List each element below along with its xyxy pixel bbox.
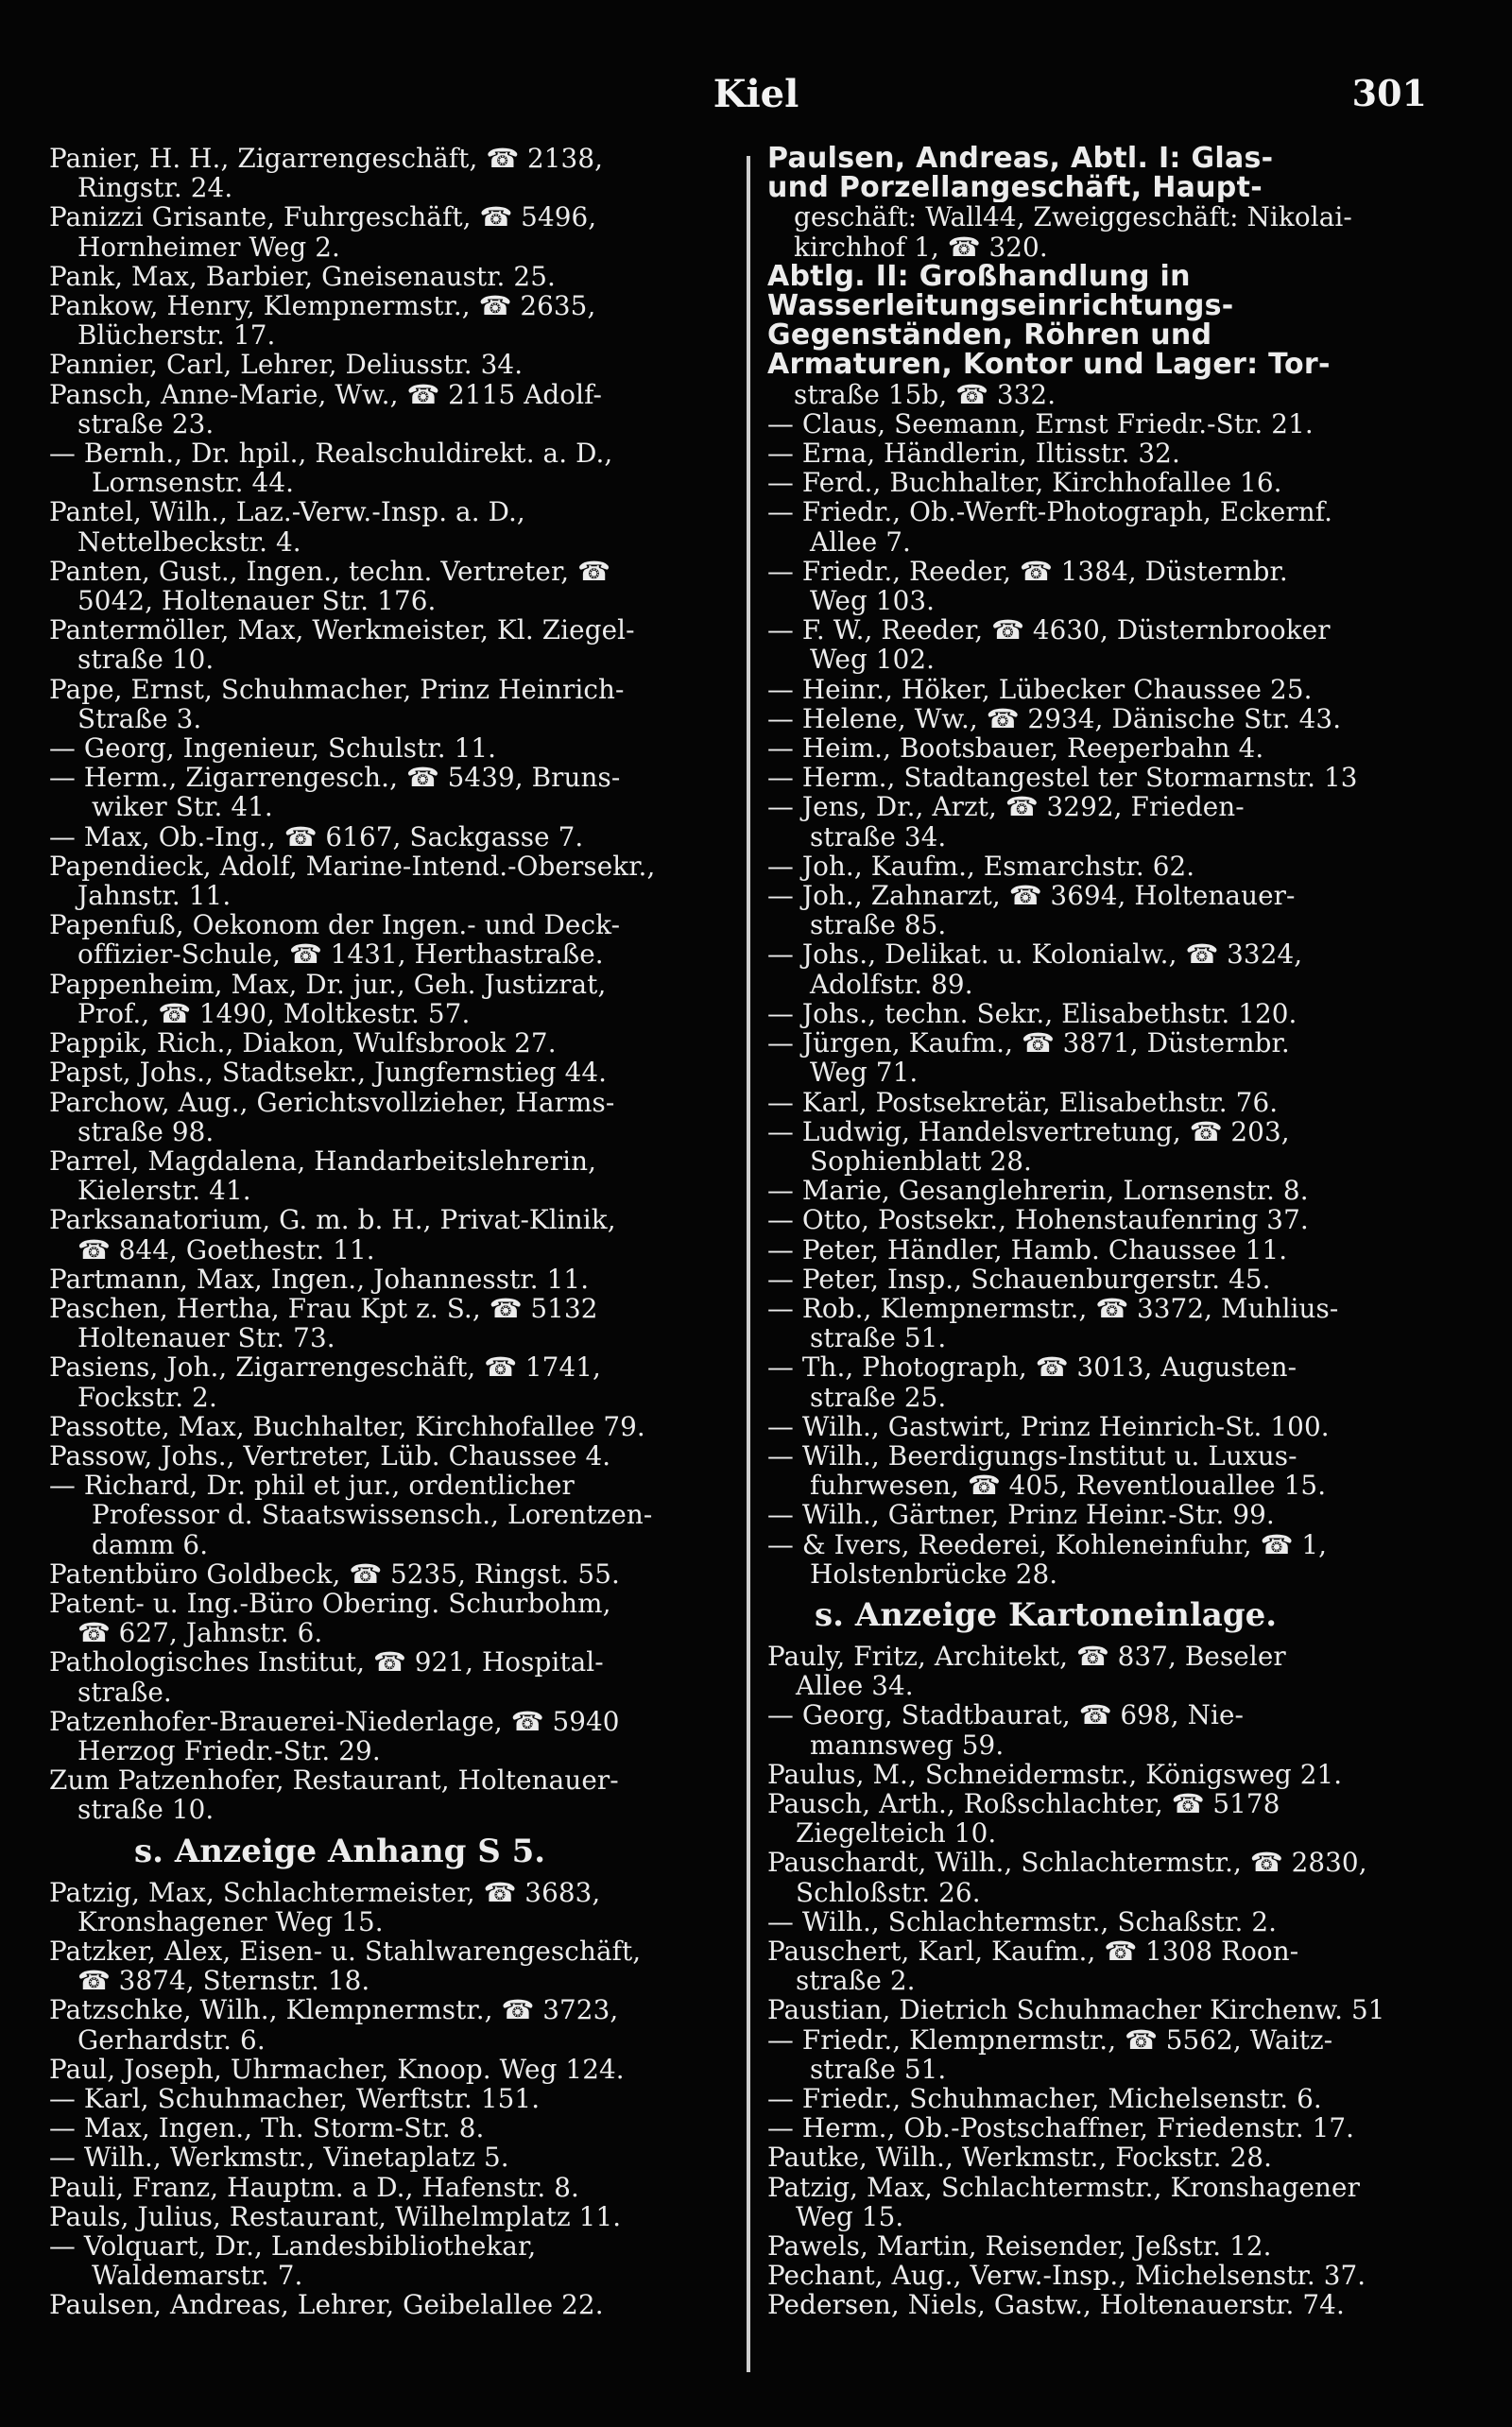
entry-line: — Heim., Bootsbauer, Reeperbahn 4. xyxy=(767,733,1264,764)
entry-line: — Wilh., Gärtner, Prinz Heinr.-Str. 99. xyxy=(767,1500,1275,1530)
entry-line: Patzenhofer-Brauerei-Niederlage, ☎ 5940 xyxy=(49,1706,620,1737)
entry-line: Paustian, Dietrich Schuhmacher Kirchenw. 51 xyxy=(767,1995,1385,2025)
entry-line: — Rob., Klempnermstr., ☎ 3372, Muhlius- xyxy=(767,1293,1339,1324)
directory-entry xyxy=(767,1294,1481,1352)
directory-entry xyxy=(767,1352,1481,1411)
entry-continuation-line: straße 51. xyxy=(810,1322,947,1353)
directory-entry xyxy=(767,615,1481,674)
directory-entry xyxy=(49,1707,725,1765)
entry-line: Parchow, Aug., Gerichtsvollzieher, Harms- xyxy=(49,1087,615,1118)
entry-line: — Wilh., Gastwirt, Prinz Heinrich-St. 100. xyxy=(767,1411,1330,1441)
directory-entry xyxy=(49,2143,725,2172)
entry-line: Papenfuß, Oekonom der Ingen.- und Deck- xyxy=(49,910,621,941)
entry-line: Panizzi Grisante, Fuhrgeschäft, ☎ 5496, xyxy=(49,202,597,233)
entry-line: Papendieck, Adolf, Marine-Intend.-Obersekr., xyxy=(49,851,656,882)
entry-continuation-line: ☎ 627, Jahnstr. 6. xyxy=(77,1617,323,1648)
entry-continuation-line: fuhrwesen, ☎ 405, Reventlouallee 15. xyxy=(810,1470,1327,1501)
entry-line: — Richard, Dr. phil et jur., ordentlicher xyxy=(49,1471,575,1502)
entry-line: Pansch, Anne-Marie, Ww., ☎ 2115 Adolf- xyxy=(49,379,602,410)
entry-line: Pauschardt, Wilh., Schlachtermstr., ☎ 2830, xyxy=(767,1848,1367,1879)
entry-continuation-line: Herzog Friedr.-Str. 29. xyxy=(77,1734,381,1766)
directory-entry xyxy=(49,675,725,733)
entry-continuation-line: straße 85. xyxy=(810,909,947,940)
directory-entry xyxy=(49,822,725,852)
entry-line: — Karl, Postsekretär, Elisabethstr. 76. xyxy=(767,1087,1279,1117)
entry-continuation-line: 5042, Holtenauer Str. 176. xyxy=(77,585,437,616)
entry-continuation-line: Kielerstr. 41. xyxy=(77,1175,251,1206)
entry-line: — F. W., Reeder, ☎ 4630, Düsternbrooker xyxy=(767,615,1331,646)
entry-continuation-line: straße 10. xyxy=(77,644,215,675)
directory-entry xyxy=(49,1058,725,1087)
directory-entry xyxy=(49,557,725,615)
entry-line: Pantel, Wilh., Laz.-Verw.-Insp. a. D., xyxy=(49,497,525,528)
entry-line: — Friedr., Schuhmacher, Michelsenstr. 6. xyxy=(767,2084,1322,2114)
directory-entry xyxy=(49,2113,725,2143)
entry-line: Pannier, Carl, Lehrer, Deliusstr. 34. xyxy=(49,350,524,380)
entry-line: Pauly, Fritz, Architekt, ☎ 837, Beseler xyxy=(767,1641,1286,1672)
entry-continuation-line: Jahnstr. 11. xyxy=(77,880,232,911)
entry-continuation-line: straße 51. xyxy=(810,2053,947,2084)
directory-entry xyxy=(49,970,725,1028)
directory-entry xyxy=(49,2290,725,2319)
right-column xyxy=(767,144,1481,2320)
entry-line: Paulsen, Andreas, Abtl. I: Glas- xyxy=(767,144,1274,175)
entry-line: Panten, Gust., Ingen., techn. Vertreter, ☎ xyxy=(49,556,610,587)
directory-entry xyxy=(49,1936,725,1995)
entry-line: Papst, Johs., Stadtsekr., Jungfernstieg 44. xyxy=(49,1058,608,1088)
entry-line: Parksanatorium, G. m. b. H., Privat-Klinik, xyxy=(49,1205,616,1236)
directory-entry xyxy=(49,1765,725,1824)
directory-entry xyxy=(49,1265,725,1294)
directory-entry xyxy=(49,202,725,261)
entry-line: Patzig, Max, Schlachtermstr., Kronshagener xyxy=(767,2172,1360,2203)
entry-line: Partmann, Max, Ingen., Johannesstr. 11. xyxy=(49,1264,590,1294)
directory-entry xyxy=(49,763,725,821)
entry-continuation-line: Waldemarstr. 7. xyxy=(92,2260,303,2291)
directory-entry xyxy=(767,1088,1481,1117)
directory-entry xyxy=(767,763,1481,792)
entry-continuation-line: kirchhof 1, ☎ 320. xyxy=(794,231,1048,262)
entry-line: Panier, H. H., Zigarrengeschäft, ☎ 2138, xyxy=(49,144,604,174)
directory-entry xyxy=(767,2025,1481,2084)
directory-entry xyxy=(767,1028,1481,1087)
entry-line: — Friedr., Reeder, ☎ 1384, Düsternbr. xyxy=(767,556,1288,587)
directory-entry xyxy=(767,1789,1481,1848)
entry-line: — Th., Photograph, ☎ 3013, Augusten- xyxy=(767,1352,1297,1384)
directory-entry xyxy=(767,1265,1481,1294)
entry-line: s. Anzeige Kartoneinlage. xyxy=(815,1595,1278,1634)
directory-entry xyxy=(49,1028,725,1058)
directory-entry xyxy=(49,1441,725,1471)
directory-entry xyxy=(49,2202,725,2231)
directory-entry xyxy=(767,2290,1481,2319)
section-heading xyxy=(49,1831,725,1872)
entry-line: — Karl, Schuhmacher, Werftstr. 151. xyxy=(49,2084,541,2114)
directory-entry xyxy=(767,2113,1481,2143)
entry-line: — Ferd., Buchhalter, Kirchhofallee 16. xyxy=(767,468,1282,498)
directory-entry xyxy=(49,1589,725,1647)
directory-entry xyxy=(49,380,725,439)
entry-line: — Claus, Seemann, Ernst Friedr.-Str. 21. xyxy=(767,408,1314,439)
directory-entry xyxy=(49,1995,725,2054)
directory-entry xyxy=(767,1848,1481,1906)
directory-entry xyxy=(49,439,725,497)
entry-continuation-line: Weg 71. xyxy=(810,1057,919,1088)
directory-entry xyxy=(49,615,725,674)
directory-entry xyxy=(767,1760,1481,1789)
directory-entry xyxy=(49,1205,725,1264)
directory-entry xyxy=(767,852,1481,881)
entry-line: Pedersen, Niels, Gastw., Holtenauerstr. 74. xyxy=(767,2290,1345,2320)
page-title: Kiel xyxy=(713,72,799,116)
entry-continuation-line: Blücherstr. 17. xyxy=(77,319,276,351)
entry-line: — Joh., Kaufm., Esmarchstr. 62. xyxy=(767,851,1195,882)
entry-line: — Wilh., Schlachtermstr., Schaßstr. 2. xyxy=(767,1906,1278,1936)
entry-line: — Max, Ob.-Ing., ☎ 6167, Sackgasse 7. xyxy=(49,821,584,852)
entry-continuation-line: Schloßstr. 26. xyxy=(796,1876,981,1907)
directory-entry xyxy=(767,999,1481,1028)
entry-continuation-line: Nettelbeckstr. 4. xyxy=(77,525,301,557)
entry-line: Patentbüro Goldbeck, ☎ 5235, Ringst. 55. xyxy=(49,1558,620,1589)
entry-line: — Herm., Zigarrengesch., ☎ 5439, Bruns- xyxy=(49,763,621,794)
entry-continuation-line: Weg 15. xyxy=(796,2200,904,2232)
directory-entry xyxy=(767,1176,1481,1205)
directory-entry xyxy=(767,1530,1481,1589)
directory-entry xyxy=(767,792,1481,851)
directory-entry xyxy=(49,2055,725,2084)
entry-continuation-line: straße 25. xyxy=(810,1381,947,1412)
entry-line: — Georg, Stadtbaurat, ☎ 698, Nie- xyxy=(767,1700,1245,1731)
directory-entry xyxy=(49,1471,725,1559)
directory-entry xyxy=(49,1088,725,1146)
directory-entry xyxy=(767,202,1481,261)
entry-line: Paulsen, Andreas, Lehrer, Geibelallee 22. xyxy=(49,2290,604,2320)
entry-continuation-line: Holstenbrücke 28. xyxy=(810,1558,1058,1589)
entry-line: — Max, Ingen., Th. Storm-Str. 8. xyxy=(49,2113,485,2143)
entry-continuation-line: Holtenauer Str. 73. xyxy=(77,1322,335,1353)
entry-line: — Wilh., Beerdigungs-Institut u. Luxus- xyxy=(767,1440,1297,1472)
directory-entry xyxy=(49,1294,725,1352)
entry-line: — Herm., Stadtangestel ter Stormarnstr. 13 xyxy=(767,763,1358,793)
directory-entry xyxy=(767,262,1481,380)
directory-entry xyxy=(49,852,725,910)
directory-entry xyxy=(767,380,1481,409)
entry-line: Patent- u. Ing.-Büro Obering. Schurbohm, xyxy=(49,1588,611,1619)
entry-line: Pape, Ernst, Schuhmacher, Prinz Heinrich- xyxy=(49,674,625,705)
entry-continuation-line: Allee 7. xyxy=(810,525,911,557)
entry-line: Pauls, Julius, Restaurant, Wilhelmplatz 11. xyxy=(49,2201,622,2232)
directory-entry xyxy=(767,2084,1481,2113)
directory-entry xyxy=(49,291,725,350)
entry-continuation-line: Wasserleitungseinrichtungs- xyxy=(767,289,1234,323)
directory-entry xyxy=(767,2173,1481,2231)
directory-entry xyxy=(49,733,725,763)
entry-continuation-line: Armaturen, Kontor und Lager: Tor- xyxy=(767,348,1331,380)
entry-continuation-line: Sophienblatt 28. xyxy=(810,1145,1032,1177)
directory-entry xyxy=(767,1936,1481,1995)
entry-continuation-line: Lornsenstr. 44. xyxy=(92,467,295,498)
entry-line: Pechant, Aug., Verw.-Insp., Michelsenstr. 37. xyxy=(767,2261,1366,2291)
entry-line: Pauschert, Karl, Kaufm., ☎ 1308 Roon- xyxy=(767,1936,1299,1967)
entry-line: Patzig, Max, Schlachtermeister, ☎ 3683, xyxy=(49,1877,601,1908)
entry-continuation-line: straße. xyxy=(77,1676,172,1707)
entry-line: — Friedr., Ob.-Werft-Photograph, Eckernf. xyxy=(767,497,1333,528)
entry-continuation-line: straße 23. xyxy=(77,407,215,439)
entry-continuation-line: Ringstr. 24. xyxy=(77,172,233,203)
directory-entry xyxy=(767,439,1481,468)
entry-line: — Jürgen, Kaufm., ☎ 3871, Düsternbr. xyxy=(767,1028,1290,1059)
entry-line: — Otto, Postsekr., Hohenstaufenring 37. xyxy=(767,1205,1309,1235)
directory-entry xyxy=(49,497,725,556)
entry-line: — Joh., Zahnarzt, ☎ 3694, Holtenauer- xyxy=(767,881,1296,912)
entry-line: Pasiens, Joh., Zigarrengeschäft, ☎ 1741, xyxy=(49,1352,601,1384)
entry-continuation-line: ☎ 3874, Sternstr. 18. xyxy=(77,1965,370,1996)
entry-line: — Jens, Dr., Arzt, ☎ 3292, Frieden- xyxy=(767,792,1245,823)
entry-continuation-line: Straße 3. xyxy=(77,702,202,734)
section-heading xyxy=(767,1594,1481,1636)
entry-line: Parrel, Magdalena, Handarbeitslehrerin, xyxy=(49,1145,597,1177)
directory-entry xyxy=(49,1146,725,1205)
directory-entry xyxy=(767,1907,1481,1936)
entry-continuation-line: Ziegelteich 10. xyxy=(796,1817,997,1849)
entry-continuation-line: mannsweg 59. xyxy=(810,1729,1005,1760)
directory-entry xyxy=(767,733,1481,763)
directory-entry xyxy=(49,262,725,291)
directory-entry xyxy=(49,910,725,969)
directory-entry xyxy=(49,2231,725,2290)
entry-continuation-line: Weg 102. xyxy=(810,644,936,675)
entry-line: — Georg, Ingenieur, Schulstr. 11. xyxy=(49,733,497,764)
directory-entry xyxy=(49,1878,725,1936)
entry-line: — Friedr., Klempnermstr., ☎ 5562, Waitz- xyxy=(767,2024,1333,2056)
entry-line: Pantermöller, Max, Werkmeister, Kl. Ziegel- xyxy=(49,615,635,646)
directory-entry xyxy=(49,1647,725,1706)
directory-entry xyxy=(767,1995,1481,2024)
entry-line: — Wilh., Werkmstr., Vinetaplatz 5. xyxy=(49,2143,509,2173)
entry-line: — Volquart, Dr., Landesbibliothekar, xyxy=(49,2231,537,2263)
directory-entry xyxy=(767,2143,1481,2172)
directory-entry xyxy=(49,1559,725,1589)
directory-entry xyxy=(767,1205,1481,1234)
entry-line: Patzker, Alex, Eisen- u. Stahlwarengeschäft, xyxy=(49,1936,642,1967)
entry-continuation-line: straße 2. xyxy=(796,1965,916,1996)
entry-continuation-line: Adolfstr. 89. xyxy=(810,968,973,999)
entry-line: Abtlg. II: Großhandlung in xyxy=(767,261,1191,293)
directory-entry xyxy=(767,939,1481,998)
entry-line: — Helene, Ww., ☎ 2934, Dänische Str. 43. xyxy=(767,703,1342,734)
entry-continuation-line: Gegenständen, Röhren und xyxy=(767,318,1212,353)
entry-continuation-line: wiker Str. 41. xyxy=(92,791,273,822)
directory-entry xyxy=(767,1642,1481,1700)
entry-line: Pathologisches Institut, ☎ 921, Hospital- xyxy=(49,1647,604,1678)
entry-line: — & Ivers, Reederei, Kohleneinfuhr, ☎ 1, xyxy=(767,1529,1328,1560)
entry-continuation-line: straße 10. xyxy=(77,1794,215,1825)
directory-entry xyxy=(767,409,1481,439)
entry-continuation-line: geschäft: Wall44, Zweiggeschäft: Nikolai- xyxy=(794,202,1352,233)
directory-entry xyxy=(767,144,1481,202)
directory-entry xyxy=(767,1700,1481,1759)
entry-line: Pappik, Rich., Diakon, Wulfsbrook 27. xyxy=(49,1028,557,1059)
entry-line: — Johs., techn. Sekr., Elisabethstr. 120. xyxy=(767,998,1297,1029)
directory-entry xyxy=(767,881,1481,939)
entry-line: — Herm., Ob.-Postschaffner, Friedenstr. 17. xyxy=(767,2113,1355,2143)
entry-line: Pauli, Franz, Hauptm. a D., Hafenstr. 8. xyxy=(49,2172,579,2202)
directory-entry xyxy=(49,144,725,202)
entry-continuation-line: Allee 34. xyxy=(796,1670,914,1701)
directory-entry xyxy=(767,468,1481,497)
entry-line: Patzschke, Wilh., Klempnermstr., ☎ 3723, xyxy=(49,1995,619,2026)
entry-line: Pausch, Arth., Roßschlachter, ☎ 5178 xyxy=(767,1788,1280,1819)
directory-entry xyxy=(49,1352,725,1411)
entry-line: — Bernh., Dr. hpil., Realschuldirekt. a. D., xyxy=(49,439,613,470)
entry-line: Pautke, Wilh., Werkmstr., Fockstr. 28. xyxy=(767,2143,1273,2173)
entry-continuation-line: ☎ 844, Goethestr. 11. xyxy=(77,1233,375,1265)
directory-entry xyxy=(767,704,1481,733)
page-number: 301 xyxy=(1351,72,1427,114)
entry-line: Paulus, M., Schneidermstr., Königsweg 21. xyxy=(767,1759,1343,1789)
entry-line: Zum Patzenhofer, Restaurant, Holtenauer- xyxy=(49,1765,619,1797)
entry-line: — Johs., Delikat. u. Kolonialw., ☎ 3324, xyxy=(767,939,1303,971)
entry-line: s. Anzeige Anhang S 5. xyxy=(134,1832,546,1870)
entry-line: Pank, Max, Barbier, Gneisenaustr. 25. xyxy=(49,261,556,292)
entry-continuation-line: straße 98. xyxy=(77,1115,215,1146)
directory-entry xyxy=(767,2231,1481,2261)
directory-entry xyxy=(49,2084,725,2113)
directory-entry xyxy=(49,2173,725,2202)
entry-line: Paschen, Hertha, Frau Kpt z. S., ☎ 5132 xyxy=(49,1293,598,1324)
directory-entry xyxy=(767,1441,1481,1500)
entry-line: Pankow, Henry, Klempnermstr., ☎ 2635, xyxy=(49,291,596,322)
entry-continuation-line: Professor d. Staatswissensch., Lorentzen- xyxy=(92,1499,653,1531)
entry-line: — Ludwig, Handelsvertretung, ☎ 203, xyxy=(767,1116,1290,1147)
directory-entry xyxy=(767,675,1481,704)
directory-entry xyxy=(767,557,1481,615)
directory-entry xyxy=(767,1117,1481,1176)
entry-continuation-line: Fockstr. 2. xyxy=(77,1381,217,1412)
directory-entry xyxy=(767,2261,1481,2290)
entry-line: Pappenheim, Max, Dr. jur., Geh. Justizrat, xyxy=(49,969,607,1000)
directory-entry xyxy=(767,1500,1481,1529)
column-divider xyxy=(747,156,750,2372)
entry-continuation-line: Weg 103. xyxy=(810,585,936,616)
entry-line: — Erna, Händlerin, Iltisstr. 32. xyxy=(767,439,1180,469)
entry-continuation-line: straße 34. xyxy=(810,820,947,852)
directory-entry xyxy=(767,497,1481,556)
entry-line: Passow, Johs., Vertreter, Lüb. Chaussee 4. xyxy=(49,1440,611,1472)
directory-entry xyxy=(767,1412,1481,1441)
entry-line: Paul, Joseph, Uhrmacher, Knoop. Weg 124. xyxy=(49,2054,625,2084)
entry-continuation-line: straße 15b, ☎ 332. xyxy=(794,379,1057,409)
entry-continuation-line: Hornheimer Weg 2. xyxy=(77,231,340,262)
entry-continuation-line: Kronshagener Weg 15. xyxy=(77,1905,384,1936)
entry-continuation-line: Gerhardstr. 6. xyxy=(77,2023,266,2055)
entry-line: — Peter, Insp., Schauenburgerstr. 45. xyxy=(767,1264,1271,1294)
entry-continuation-line: damm 6. xyxy=(92,1528,209,1559)
entry-continuation-line: offizier-Schule, ☎ 1431, Herthastraße. xyxy=(77,938,604,970)
left-column xyxy=(49,144,725,2320)
directory-entry xyxy=(49,1412,725,1441)
entry-line: Passotte, Max, Buchhalter, Kirchhofallee 79. xyxy=(49,1411,645,1441)
entry-line: — Peter, Händler, Hamb. Chaussee 11. xyxy=(767,1234,1288,1265)
entry-line: — Heinr., Höker, Lübecker Chaussee 25. xyxy=(767,674,1313,704)
directory-entry xyxy=(49,350,725,379)
entry-continuation-line: und Porzellangeschäft, Haupt- xyxy=(767,171,1263,203)
entry-line: Pawels, Martin, Reisender, Jeßstr. 12. xyxy=(767,2231,1272,2262)
entry-continuation-line: Prof., ☎ 1490, Moltkestr. 57. xyxy=(77,997,471,1029)
entry-line: — Marie, Gesanglehrerin, Lornsenstr. 8. xyxy=(767,1176,1309,1206)
directory-entry xyxy=(767,1235,1481,1265)
